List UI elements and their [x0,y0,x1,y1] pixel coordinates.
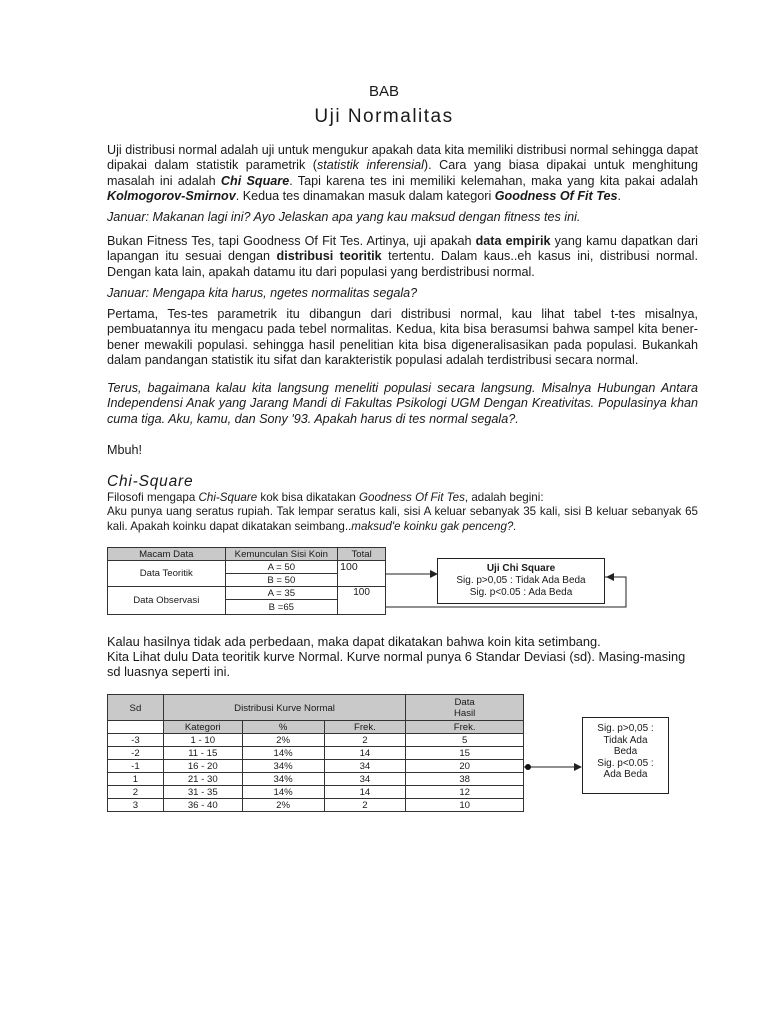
table-cell: 2 [108,786,164,799]
table-header-cell: Total [338,548,386,561]
table-cell: A = 50 [225,561,338,574]
table-cell: 14% [242,786,324,799]
question-paragraph-2: Januar: Mengapa kita harus, ngetes normalitas segala? [107,286,418,300]
table-cell: B = 50 [225,574,338,587]
table-cell: 31 - 35 [163,786,242,799]
data-hasil-header: Data Hasil [406,695,524,722]
table-cell: 11 - 15 [163,747,242,760]
table-cell: 16 - 20 [163,760,242,773]
table-row [108,773,524,786]
table-cell: 15 [406,747,524,760]
question-paragraph-1: Januar: Makanan lagi ini? Ayo Jelaskan apa yang kau maksud dengan fitness tes ini. [107,210,581,224]
table-header-row [108,695,524,722]
table-cell: 34 [324,773,406,786]
table-cell: 34% [242,773,324,786]
table-cell: 100 [338,561,386,587]
table-cell [108,721,164,734]
table-cell: 5 [406,734,524,747]
normal-distribution-table [107,694,524,722]
significance-box: Sig. p>0,05 : Tidak Ada Beda Sig. p<0.05 : Ada Beda [582,717,669,794]
table-header-cell: Kemunculan Sisi Koin [225,548,338,561]
page-title: Uji Normalitas [314,106,454,127]
chi-square-box [437,558,605,604]
chapter-label: BAB [368,83,399,100]
table-cell: 3 [108,799,164,812]
subheader-cell: Frek. [324,721,406,734]
subheader-cell: Frek. [406,721,524,734]
table-cell: 21 - 30 [163,773,242,786]
section-heading-chi-square: Chi-Square [107,473,194,490]
subheader-cell: Kategori [163,721,242,734]
table-cell: 14 [324,747,406,760]
section-intro-line: Filosofi mengapa Chi-Square kok bisa dikatakan Goodness Of Fit Tes, adalah begini: [107,491,544,504]
table-row [108,760,524,773]
table-cell: 10 [406,799,524,812]
table-cell: 100 [338,587,386,615]
table-cell: 1 [108,773,164,786]
table-cell: 12 [406,786,524,799]
subheader-cell: % [242,721,324,734]
table-subheader-row [108,721,524,734]
answer-paragraph-3: Mbuh! [107,443,143,457]
table-cell: 34% [242,760,324,773]
answer-paragraph-1: Bukan Fitness Tes, tapi Goodness Of Fit Tes. Artinya, uji apakah data empirik yang kamu dapatkan dari lapangan itu sesuai dengan distribusi teoritik tertentu. Dalam kaus..eh kasus ini, distribusi normal. Dengan kata lain, apakah datamu itu dari populasi yang berdistribusi normal. [107,234,698,279]
answer-paragraph-2: Pertama, Tes-tes parametrik itu dibangun dari distribusi normal, kau lihat tabel t-tes misalnya, pembuatannya itu mengacu pada tebel normalitas. Kedua, kita bisa berasumsi bahwa sampel kita bener-bener mewakili populasi. sehingga hasil penelitian kita bisa digeneralisasikan pada populasi. Bukankah dalam pandangan statistik itu sifat dan karakteristik populasi adalah terdistribusi secara normal. [107,307,698,368]
table-cell: 14% [242,747,324,760]
table-row [108,747,524,760]
table-cell: -2 [108,747,164,760]
table-cell: 20 [406,760,524,773]
intro-paragraph: Uji distribusi normal adalah uji untuk mengukur apakah data kita memiliki distribusi normal sehingga dapat dipakai dalam statistik parametrik (statistik inferensial). Cara yang biasa dipakai untuk menghitung masalah ini adalah Chi Square. Tapi karena tes ini memiliki kelemahan, maka yang kita pakai adalah Kolmogorov-Smirnov. Kedua tes dinamakan masuk dalam kategori Goodness Of Fit Tes. [107,143,699,204]
table-cell: Data Observasi [108,587,226,615]
table-cell: 38 [406,773,524,786]
connector-dot [525,764,531,770]
table-cell: 34 [324,760,406,773]
normal-distribution-table-body [107,720,524,812]
question-paragraph-3: Terus, bagaimana kalau kita langsung meneliti populasi secara langsung. Misalnya Hubungan Antara Independensi Anak yang Jarang Mandi di Fakultas Psikologi UGM Dengan Kreativitas. Populasinya khan cuma tiga. Aku, kamu, dan Sony '93. Apakah harus di tes normal segala?. [107,381,698,426]
table-cell: 14 [324,786,406,799]
table-row [108,786,524,799]
table-cell: -3 [108,734,164,747]
chi-box-title: Uji Chi Square [486,563,556,574]
chi-box-line-2: Sig. p<0.05 : Ada Beda [469,587,573,598]
conclusion-paragraph: Kalau hasilnya tidak ada perbedaan, maka dapat dikatakan bahwa koin kita setimbang. [107,634,601,649]
sd-header: Sd [108,695,164,722]
coin-example-paragraph: Aku punya uang seratus rupiah. Tak lempar seratus kali, sisi A keluar sebanyak 35 kali, sisi B keluar sebanyak 65 kali. Apakah koinku dapat dikatakan seimbang..maksud'e koinku gak penceng?. [107,505,698,533]
table-header-cell: Macam Data [108,548,226,561]
table-cell: 2 [324,799,406,812]
table-cell: A = 35 [225,587,338,600]
table-cell: Data Teoritik [108,561,226,587]
chi-box-line-1: Sig. p>0,05 : Tidak Ada Beda [456,575,586,586]
normal-curve-paragraph: Kita Lihat dulu Data teoritik kurve Normal. Kurve normal punya 6 Standar Deviasi (sd). Masing-masing sd luasnya seperti ini. [107,649,686,680]
distribution-header: Distribusi Kurve Normal [163,695,405,722]
table-cell: 2% [242,799,324,812]
table-row [108,734,524,747]
table-cell: 36 - 40 [163,799,242,812]
table-row [108,799,524,812]
table-cell: B =65 [225,600,338,615]
table-cell: 2% [242,734,324,747]
table-cell: 2 [324,734,406,747]
table-cell: -1 [108,760,164,773]
table-cell: 1 - 10 [163,734,242,747]
